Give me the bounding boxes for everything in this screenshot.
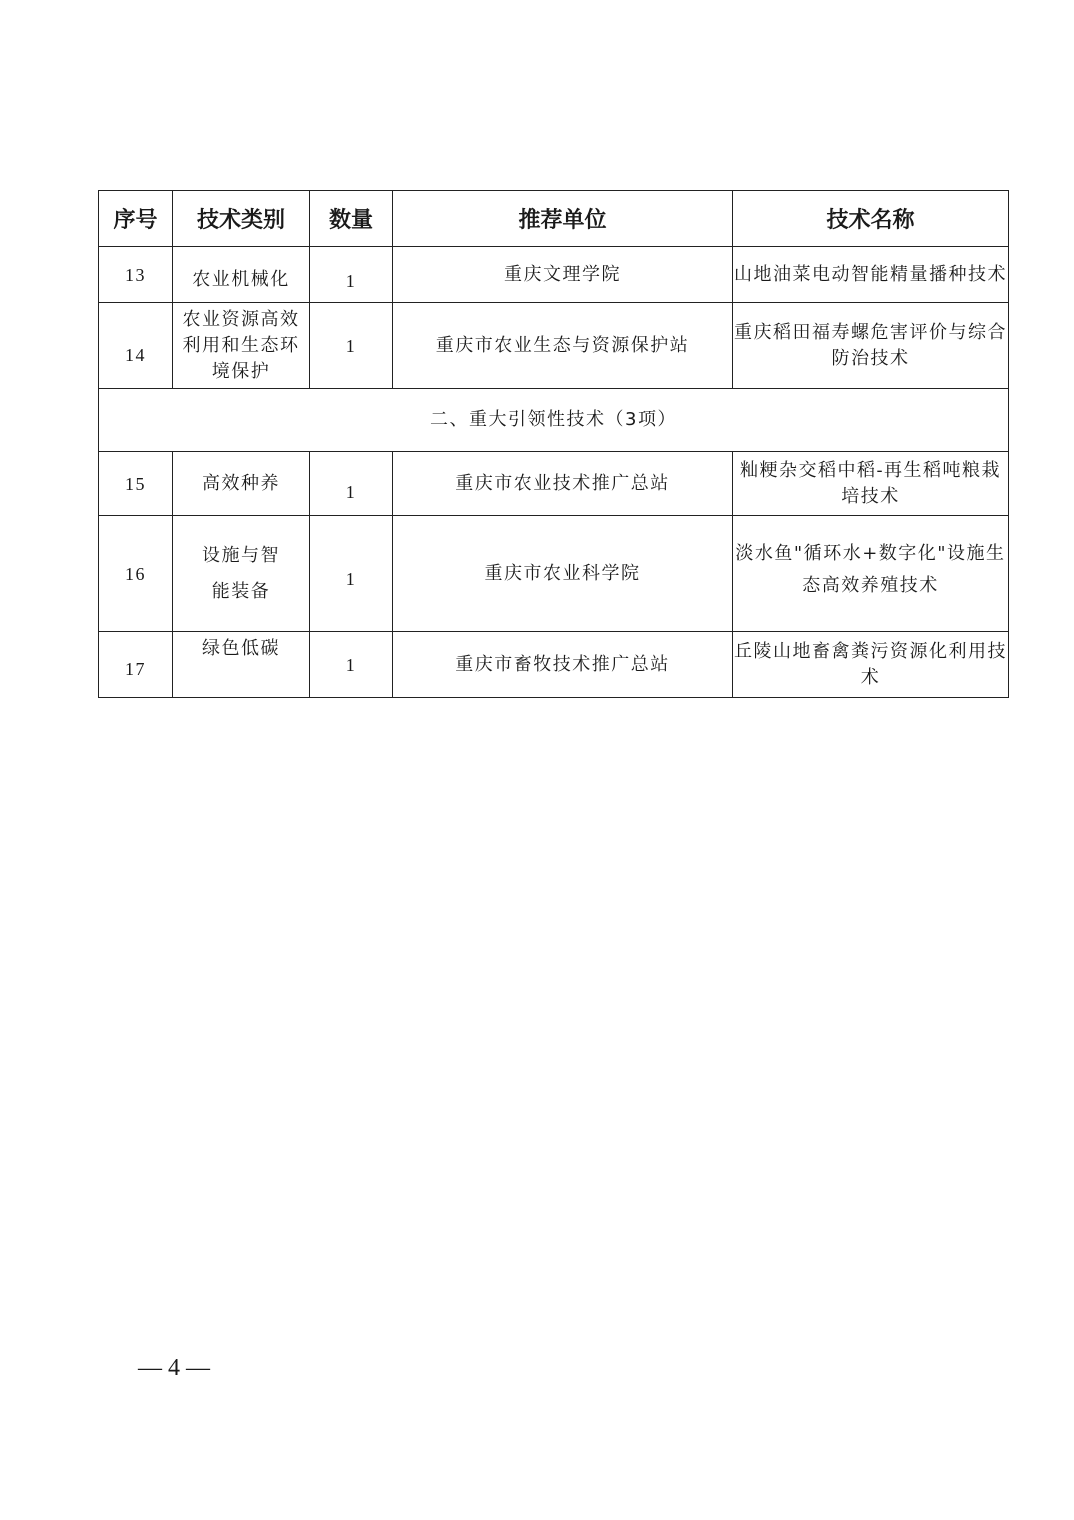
row-unit: 重庆市农业生态与资源保护站 (393, 303, 733, 389)
section-row (99, 389, 1009, 452)
row-name: 籼粳杂交稻中稻-再生稻吨粮栽培技术 (733, 452, 1009, 516)
row-seq: 16 (99, 516, 173, 632)
row-category: 农业机械化 (173, 247, 310, 303)
page-number: — 4 — (138, 1355, 210, 1381)
row-qty: 1 (310, 632, 393, 698)
header-unit: 推荐单位 (393, 191, 733, 247)
row-category: 农业资源高效利用和生态环境保护 (173, 303, 310, 389)
header-seq: 序号 (99, 191, 173, 247)
row-category: 设施与智能装备 (173, 516, 310, 632)
row-unit: 重庆市畜牧技术推广总站 (393, 632, 733, 698)
table-row (99, 632, 1009, 698)
row-name: 重庆稻田福寿螺危害评价与综合防治技术 (733, 303, 1009, 389)
table-row (99, 303, 1009, 389)
row-seq: 14 (99, 303, 173, 389)
table-row (99, 452, 1009, 516)
row-name: 淡水鱼"循环水+数字化"设施生态高效养殖技术 (733, 516, 1009, 632)
row-seq: 15 (99, 452, 173, 516)
row-qty: 1 (310, 247, 393, 303)
header-name: 技术名称 (733, 191, 1009, 247)
table-row (99, 516, 1009, 632)
section-title: 二、重大引领性技术（3项） (99, 389, 1009, 452)
header-category: 技术类别 (173, 191, 310, 247)
row-seq: 17 (99, 632, 173, 698)
technology-table (98, 190, 1009, 698)
row-qty: 1 (310, 452, 393, 516)
row-name: 丘陵山地畜禽粪污资源化利用技术 (733, 632, 1009, 698)
row-qty: 1 (310, 516, 393, 632)
row-qty: 1 (310, 303, 393, 389)
row-seq: 13 (99, 247, 173, 303)
row-unit: 重庆文理学院 (393, 247, 733, 303)
table-header-row (99, 191, 1009, 247)
row-unit: 重庆市农业科学院 (393, 516, 733, 632)
row-unit: 重庆市农业技术推广总站 (393, 452, 733, 516)
row-category: 绿色低碳 (173, 632, 310, 698)
table-row (99, 247, 1009, 303)
row-category: 高效种养 (173, 452, 310, 516)
header-qty: 数量 (310, 191, 393, 247)
row-name: 山地油菜电动智能精量播种技术 (733, 247, 1009, 303)
